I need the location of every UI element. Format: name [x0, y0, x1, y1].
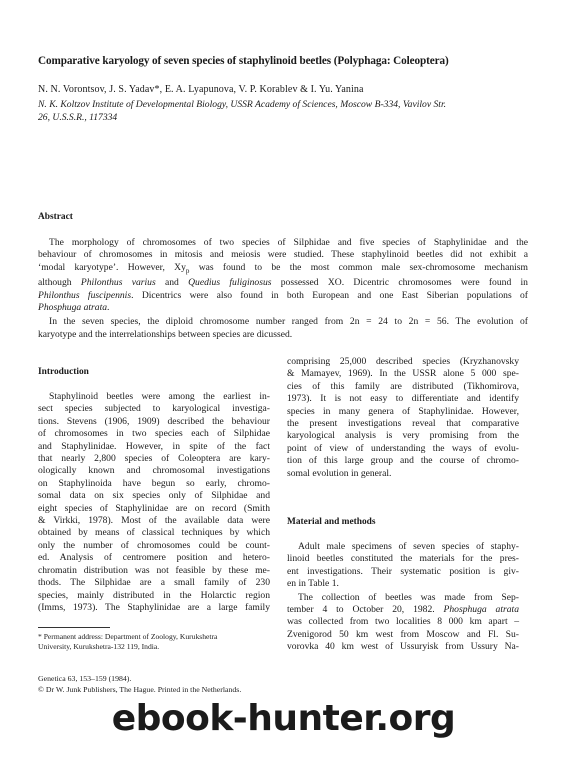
body-line: tions. Stevens (1906, 1909) described the behaviour [38, 415, 270, 427]
body-line: of chromosomes in two species each of Silphidae [38, 428, 270, 440]
body-line: that nearly 2,800 species of Coleoptera are kary- [38, 453, 270, 465]
copyright-notice: © Dr W. Junk Publishers, The Hague. Printed in the Netherlands. [38, 684, 242, 694]
body-line: and Staphylinidae. However, in spite of the fact [38, 440, 270, 452]
paper-title: Comparative karyology of seven species of staphylinoid beetles (Polyphaga: Coleoptera) [38, 55, 449, 67]
author-list: N. N. Vorontsov, J. S. Yadav*, E. A. Lyapunova, V. P. Korablev & I. Yu. Yanina [38, 84, 364, 95]
body-line: vorovka 40 km west of Ussuryisk from Ussury Na- [287, 641, 519, 653]
abstract-line: although Philonthus varius and Quedius fuliginosus possessed XO. Dicentric chromosomes were found in [38, 277, 528, 289]
methods-heading: Material and methods [287, 517, 376, 527]
body-line: 1973). It is not easy to differentiate and identify [287, 393, 519, 405]
body-line: tember 4 to October 20, 1982. Phosphuga atrata [287, 604, 519, 616]
body-line: (Imms, 1973). The Staphylinidae are a large family [38, 601, 270, 613]
body-line: point of view of understanding the ways of evolu- [287, 442, 519, 454]
abstract-line: karyotype and the interrelationships between species are dicussed. [38, 328, 293, 340]
footnote-line: * Permanent address: Department of Zoology, Kurukshetra [38, 632, 218, 641]
introduction-continued [287, 356, 519, 480]
body-line: ologically known and chromosomal investigations [38, 465, 270, 477]
affiliation-line: N. K. Koltzov Institute of Developmental Biology, USSR Academy of Sciences, Moscow B-334, Vavilov Str. [38, 99, 447, 110]
publication-info [38, 674, 241, 695]
journal-citation: Genetica 63, 153–159 (1984). [38, 674, 132, 683]
body-line: the present investigations reveal that comparative [287, 418, 519, 430]
body-line: cies of this family are distributed (Tikhomirova, [287, 380, 519, 392]
body-line: sect species subjected to karyological investiga- [38, 403, 270, 415]
body-line: linoid beetles constituted the materials for the pres- [287, 553, 519, 565]
footnote-rule [38, 627, 110, 628]
body-line: tion of this large group and the course of chromo- [287, 455, 519, 467]
body-line: somal data on six species only of Silphidae and [38, 490, 270, 502]
body-line: obtained by means of classical techniques by which [38, 527, 270, 539]
body-line: thods. The Silphidae are a small family of 230 [38, 577, 270, 589]
body-line: species in many genera of Staphylinidae. However, [287, 405, 519, 417]
body-line: Zvenigorod 50 km west from Moscow and Fl. Su- [287, 628, 519, 640]
abstract-heading: Abstract [38, 212, 73, 222]
abstract-line: ‘modal karyotype’. However, $Xy_p$ was found to be the most common male sex-chromosome mechanism [38, 261, 528, 275]
body-line: ed. Analysis of centromere position and hetero- [38, 552, 270, 564]
affiliation-line: 26, U.S.S.R., 117334 [38, 112, 118, 123]
body-line: The collection of beetles was made from Sep- [298, 591, 519, 603]
affiliation [38, 98, 533, 124]
body-line: eight species of Staphylinidae are on record (Smith [38, 502, 270, 514]
abstract-line: In the seven species, the diploid chromosome number ranged from 2n = 24 to 2n = 56. The evolution of [49, 316, 528, 328]
abstract-line: The morphology of chromosomes of two species of Silphidae and five species of Staphylinidae and the [49, 237, 528, 248]
abstract-line: behaviour of chromosomes in mitosis and meiosis were studied. These staphylinoid beetles did not exhibit a [38, 249, 528, 261]
body-line: somal evolution in general. [287, 467, 392, 479]
watermark-text: ebook-hunter.org [111, 698, 456, 739]
body-line: Adult male specimens of seven species of staphy- [298, 541, 519, 552]
body-line: ent investigations. Their systematic position is giv- [287, 565, 519, 577]
introduction-body [38, 391, 270, 614]
abstract-line: Phosphuga atrata. [38, 301, 110, 313]
body-line: Staphylinoid beetles were among the earliest in- [49, 391, 270, 402]
body-line: & Mamayev, 1969). In the USSR alone 5 000 spe- [287, 368, 519, 380]
body-line: on Staphylinoida have begun so early, chromo- [38, 477, 270, 489]
body-line: chromatin distribution was not feasible by these me- [38, 564, 270, 576]
body-line: & Virkki, 1978). Most of the available data were [38, 515, 270, 527]
body-line: en in Table 1. [287, 578, 339, 590]
abstract-body [38, 237, 528, 341]
footnote-line: University, Kurukshetra-132 119, India. [38, 642, 160, 651]
methods-body [287, 541, 519, 654]
body-line: species, mainly distributed in the Holarctic region [38, 589, 270, 601]
introduction-heading: Introduction [38, 367, 89, 377]
abstract-line: Philonthus fuscipennis. Dicentrics were also found in both European and one East Siberian populations of [38, 289, 529, 301]
body-line: karyological analysis is very promising from the [287, 430, 519, 442]
body-line: comprising 25,000 described species (Kryzhanovsky [287, 356, 519, 367]
body-line: was collected from two localities 8 000 km apart – [287, 616, 519, 628]
body-line: only the number of chromosomes could be count- [38, 539, 270, 551]
footnote [38, 632, 278, 652]
